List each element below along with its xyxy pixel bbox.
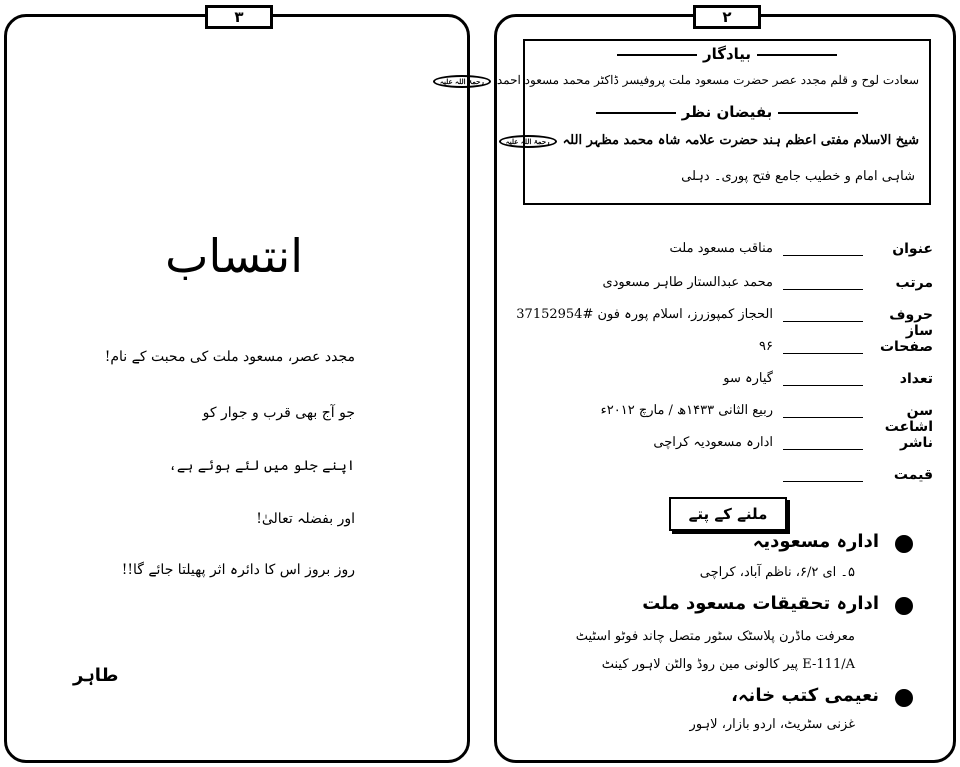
address-name: نعیمی کتب خانہ،	[731, 685, 879, 706]
faizan-text-content: شیخ الاسلام مفتی اعظم ہند حضرت علامہ شاہ محمد مظہر اللہ	[562, 133, 919, 148]
dedication-line: اور بفضلہ تعالیٰ!	[256, 511, 355, 527]
detail-label: عنوان	[892, 241, 933, 257]
address-line: ۵۔ ای ۶/۲، ناظم آباد، کراچی	[699, 565, 855, 580]
addresses-title: ملنے کے پتے	[669, 497, 787, 531]
detail-label: حروف ساز	[889, 307, 933, 339]
left-page	[4, 8, 470, 763]
detail-rule	[783, 353, 863, 354]
address-name: ادارہ مسعودیہ	[752, 531, 879, 552]
divider	[778, 112, 858, 114]
divider	[617, 54, 697, 56]
detail-label: مرتب	[895, 275, 933, 291]
detail-label: تعداد	[899, 371, 933, 387]
detail-rule	[783, 321, 863, 322]
detail-rule	[783, 289, 863, 290]
dedication-title: انتساب	[165, 229, 303, 283]
detail-rule	[783, 255, 863, 256]
detail-row-publisher	[513, 435, 933, 459]
detail-label: ناشر	[900, 435, 933, 451]
address-line: معرفت ماڈرن پلاسٹک سٹور متصل چاند فوٹو اسٹیٹ	[575, 629, 855, 644]
detail-rule	[783, 417, 863, 418]
yadgar-text-content: سعادت لوح و قلم مجدد عصر حضرت مسعود ملت پروفیسر ڈاکٹر محمد مسعود احمد	[496, 73, 919, 87]
detail-row-title	[513, 241, 933, 265]
detail-row-composer	[513, 307, 933, 339]
page-number: ۲	[722, 8, 732, 26]
detail-value: ربیع الثانی ۱۴۳۳ھ / مارچ ۲۰۱۲ء	[600, 403, 773, 418]
detail-label: سن اشاعت	[884, 403, 933, 435]
faizan-heading-text: بفیضان نظر	[681, 103, 773, 121]
detail-value: گیارہ سو	[723, 371, 773, 386]
detail-rule	[783, 481, 863, 482]
detail-value: مناقب مسعود ملت	[669, 241, 773, 256]
credit-box	[439, 39, 931, 205]
detail-row-date	[513, 403, 933, 435]
dedication-line: مجدد عصر، مسعود ملت کی محبت کے نام!	[104, 349, 355, 365]
divider	[596, 112, 676, 114]
detail-row-price	[513, 467, 933, 491]
page-number-tab	[205, 5, 273, 29]
yadgar-text	[427, 73, 919, 88]
bullet-icon	[895, 535, 913, 553]
address-name: ادارہ تحقیقات مسعود ملت	[642, 593, 879, 614]
dedication-line: روز بروز اس کا دائرہ اثر پھیلتا جائے گا!!	[121, 562, 355, 578]
detail-row-quantity	[513, 371, 933, 395]
detail-row-compiler	[513, 275, 933, 299]
faizan-text	[493, 133, 919, 148]
rahma-seal: رحمۃ اللہ علیہ	[499, 135, 557, 148]
detail-label: صفحات	[879, 339, 933, 355]
detail-rule	[783, 449, 863, 450]
yadgar-heading	[525, 45, 929, 63]
rahma-seal: رحمۃ اللہ علیہ	[433, 75, 491, 88]
bullet-icon	[895, 689, 913, 707]
page-number-tab	[693, 5, 761, 29]
divider	[757, 54, 837, 56]
address-line: غزنی سٹریٹ، اردو بازار، لاہور	[689, 717, 855, 732]
detail-value: ادارہ مسعودیہ کراچی	[653, 435, 773, 450]
dedication-line: اپنے جلو میں لئے ہوئے ہے،	[168, 458, 355, 474]
bullet-icon	[895, 597, 913, 615]
signature: طاہر	[73, 665, 119, 686]
detail-value: الحجاز کمپوزرز، اسلام پورہ فون #37152954	[516, 307, 773, 322]
detail-value: محمد عبدالستار طاہر مسعودی	[602, 275, 773, 290]
address-line: E-111/A پیر کالونی مین روڈ والٹن لاہور کینٹ	[601, 657, 855, 672]
dedication-line: جو آج بھی قرب و جوار کو	[202, 405, 355, 421]
yadgar-heading-text: بیادگار	[702, 45, 752, 63]
detail-row-pages	[513, 339, 933, 363]
right-page	[439, 8, 956, 763]
detail-rule	[783, 385, 863, 386]
faizan-subtext: شاہی امام و خطیب جامع فتح پوری۔ دہلی	[681, 169, 915, 184]
faizan-heading	[525, 103, 929, 121]
detail-value: ۹۶	[759, 339, 773, 354]
page-number: ۳	[234, 8, 244, 26]
detail-label: قیمت	[893, 467, 933, 483]
